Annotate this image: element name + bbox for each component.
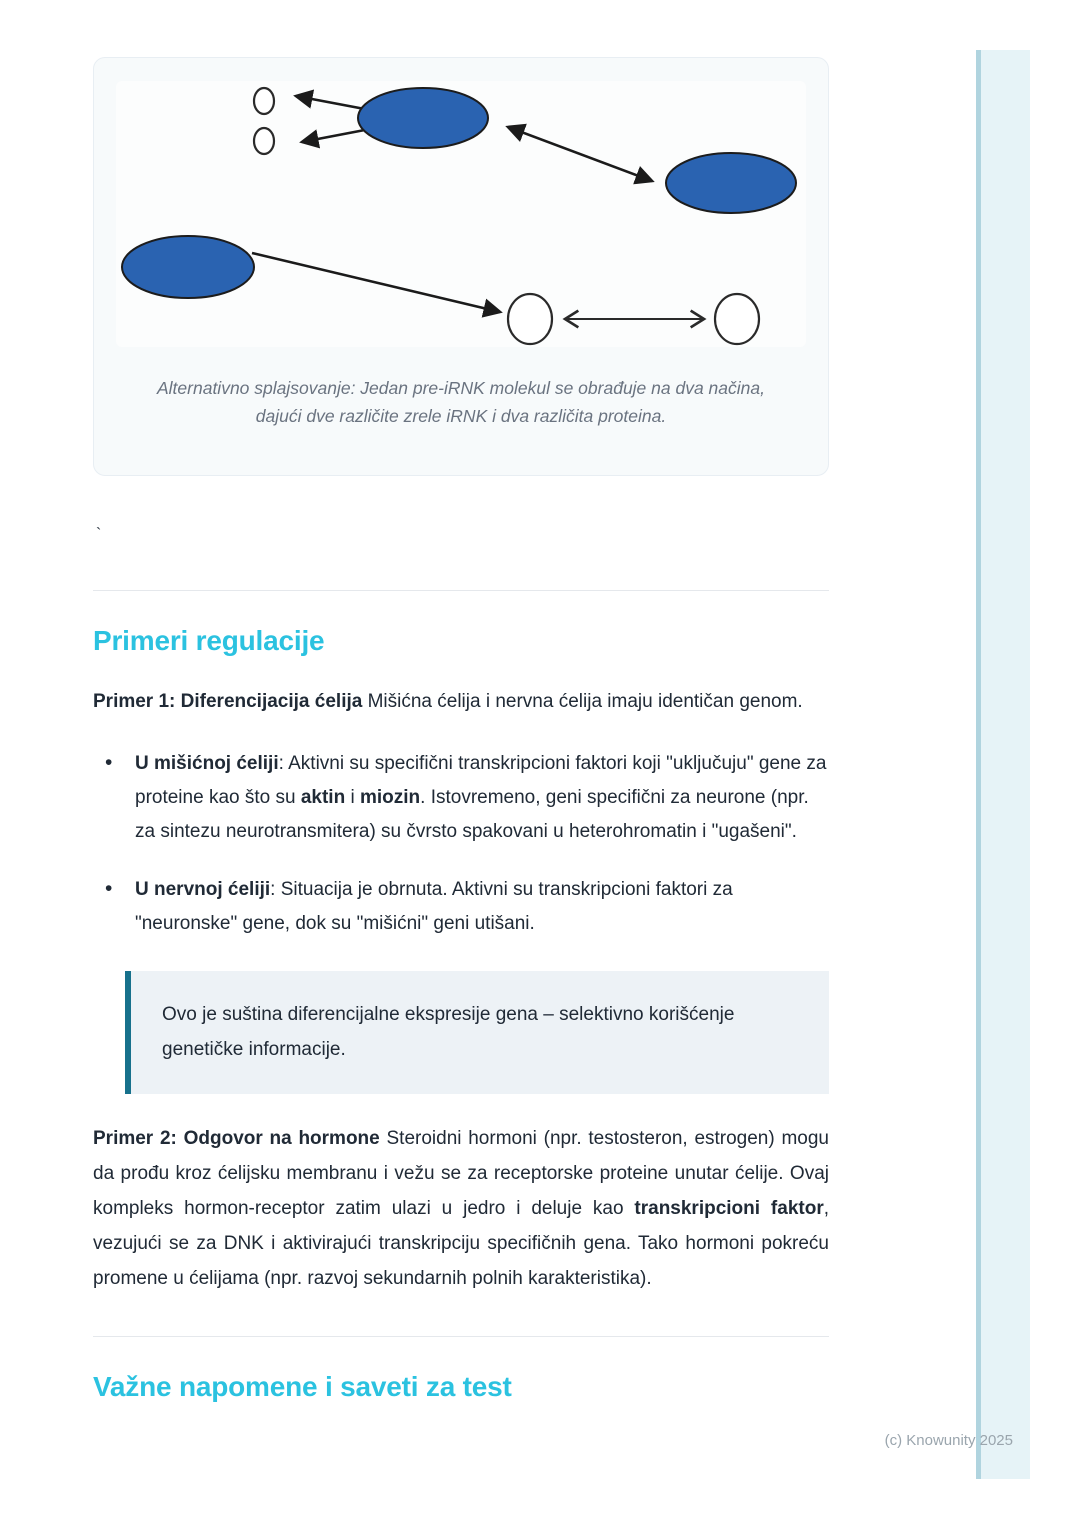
callout-note — [125, 971, 829, 1094]
alternative-splicing-diagram — [116, 81, 806, 347]
paragraph-primer-1: Primer 1: Diferencijacija ćelija Mišićna ćelija i nervna ćelija imaju identičan genom. — [93, 691, 803, 712]
heading-primeri-regulacije: Primeri regulacije — [93, 625, 325, 656]
list-item-muscle-cell: • U mišićnoj ćeliji: Aktivni su specifični transkripcioni faktori koji "uključuju" gene za proteine kao što su aktin i miozin. Istovremeno, geni specifični za neurone (npr. za sintezu neurotransmitera) su čvrsto spakovani u heterohromatin i "ugašeni". — [105, 747, 829, 849]
list-item-nerve-cell: • U nervnoj ćeliji: Situacija je obrnuta. Aktivni su transkripcioni faktori za "neuronske" gene, dok su "mišićni" geni utišani. — [105, 873, 829, 941]
bottom-circle-2 — [715, 294, 759, 344]
document-content — [93, 57, 829, 1403]
splicing-diagram-panel — [116, 81, 806, 347]
small-circle-2 — [254, 128, 274, 154]
blue-ellipse-left — [122, 236, 254, 298]
arrow-to-bottom-circle — [252, 253, 500, 312]
side-accent-strip — [976, 50, 1030, 1479]
callout-text: Ovo je suština diferencijalne ekspresije gena – selektivno korišćenje genetičke informacije. — [162, 1004, 735, 1060]
footer-copyright: (c) Knowunity 2025 — [884, 1432, 1013, 1449]
figure-caption: Alternativno splajsovanje: Jedan pre-iRNK molekul se obrađuje na dva načina, dajući dve različite zrele iRNK i dva različita proteina. — [157, 378, 765, 426]
blue-ellipse-top — [358, 88, 488, 148]
bottom-circle-1 — [508, 294, 552, 344]
stray-backtick: ` — [96, 526, 102, 543]
small-circle-1 — [254, 88, 274, 114]
arrow-to-small-circle-2 — [302, 129, 370, 142]
double-arrow-top — [508, 127, 652, 181]
section-divider-2 — [93, 1336, 829, 1337]
paragraph-primer-2: Primer 2: Odgovor na hormone Steroidni hormoni (npr. testosteron, estrogen) mogu da prođu kroz ćelijsku membranu i vežu se za receptorske proteine unutar ćelije. Ovaj kompleks hormon-receptor zatim ulazi u jedro i deluje kao transkripcioni faktor, vezujući se za DNK i aktivirajući transkripciju specifičnih gena. Tako hormoni pokreću promene u ćelijama (npr. razvoj sekundarnih polnih karakteristika). — [93, 1128, 829, 1289]
heading-vazne-napomene: Važne napomene i saveti za test — [93, 1371, 512, 1402]
blue-ellipse-right — [666, 153, 796, 213]
figure-card — [93, 57, 829, 476]
section-divider-1 — [93, 590, 829, 591]
bullet-list — [93, 747, 829, 941]
arrow-to-small-circle-1 — [296, 96, 370, 110]
